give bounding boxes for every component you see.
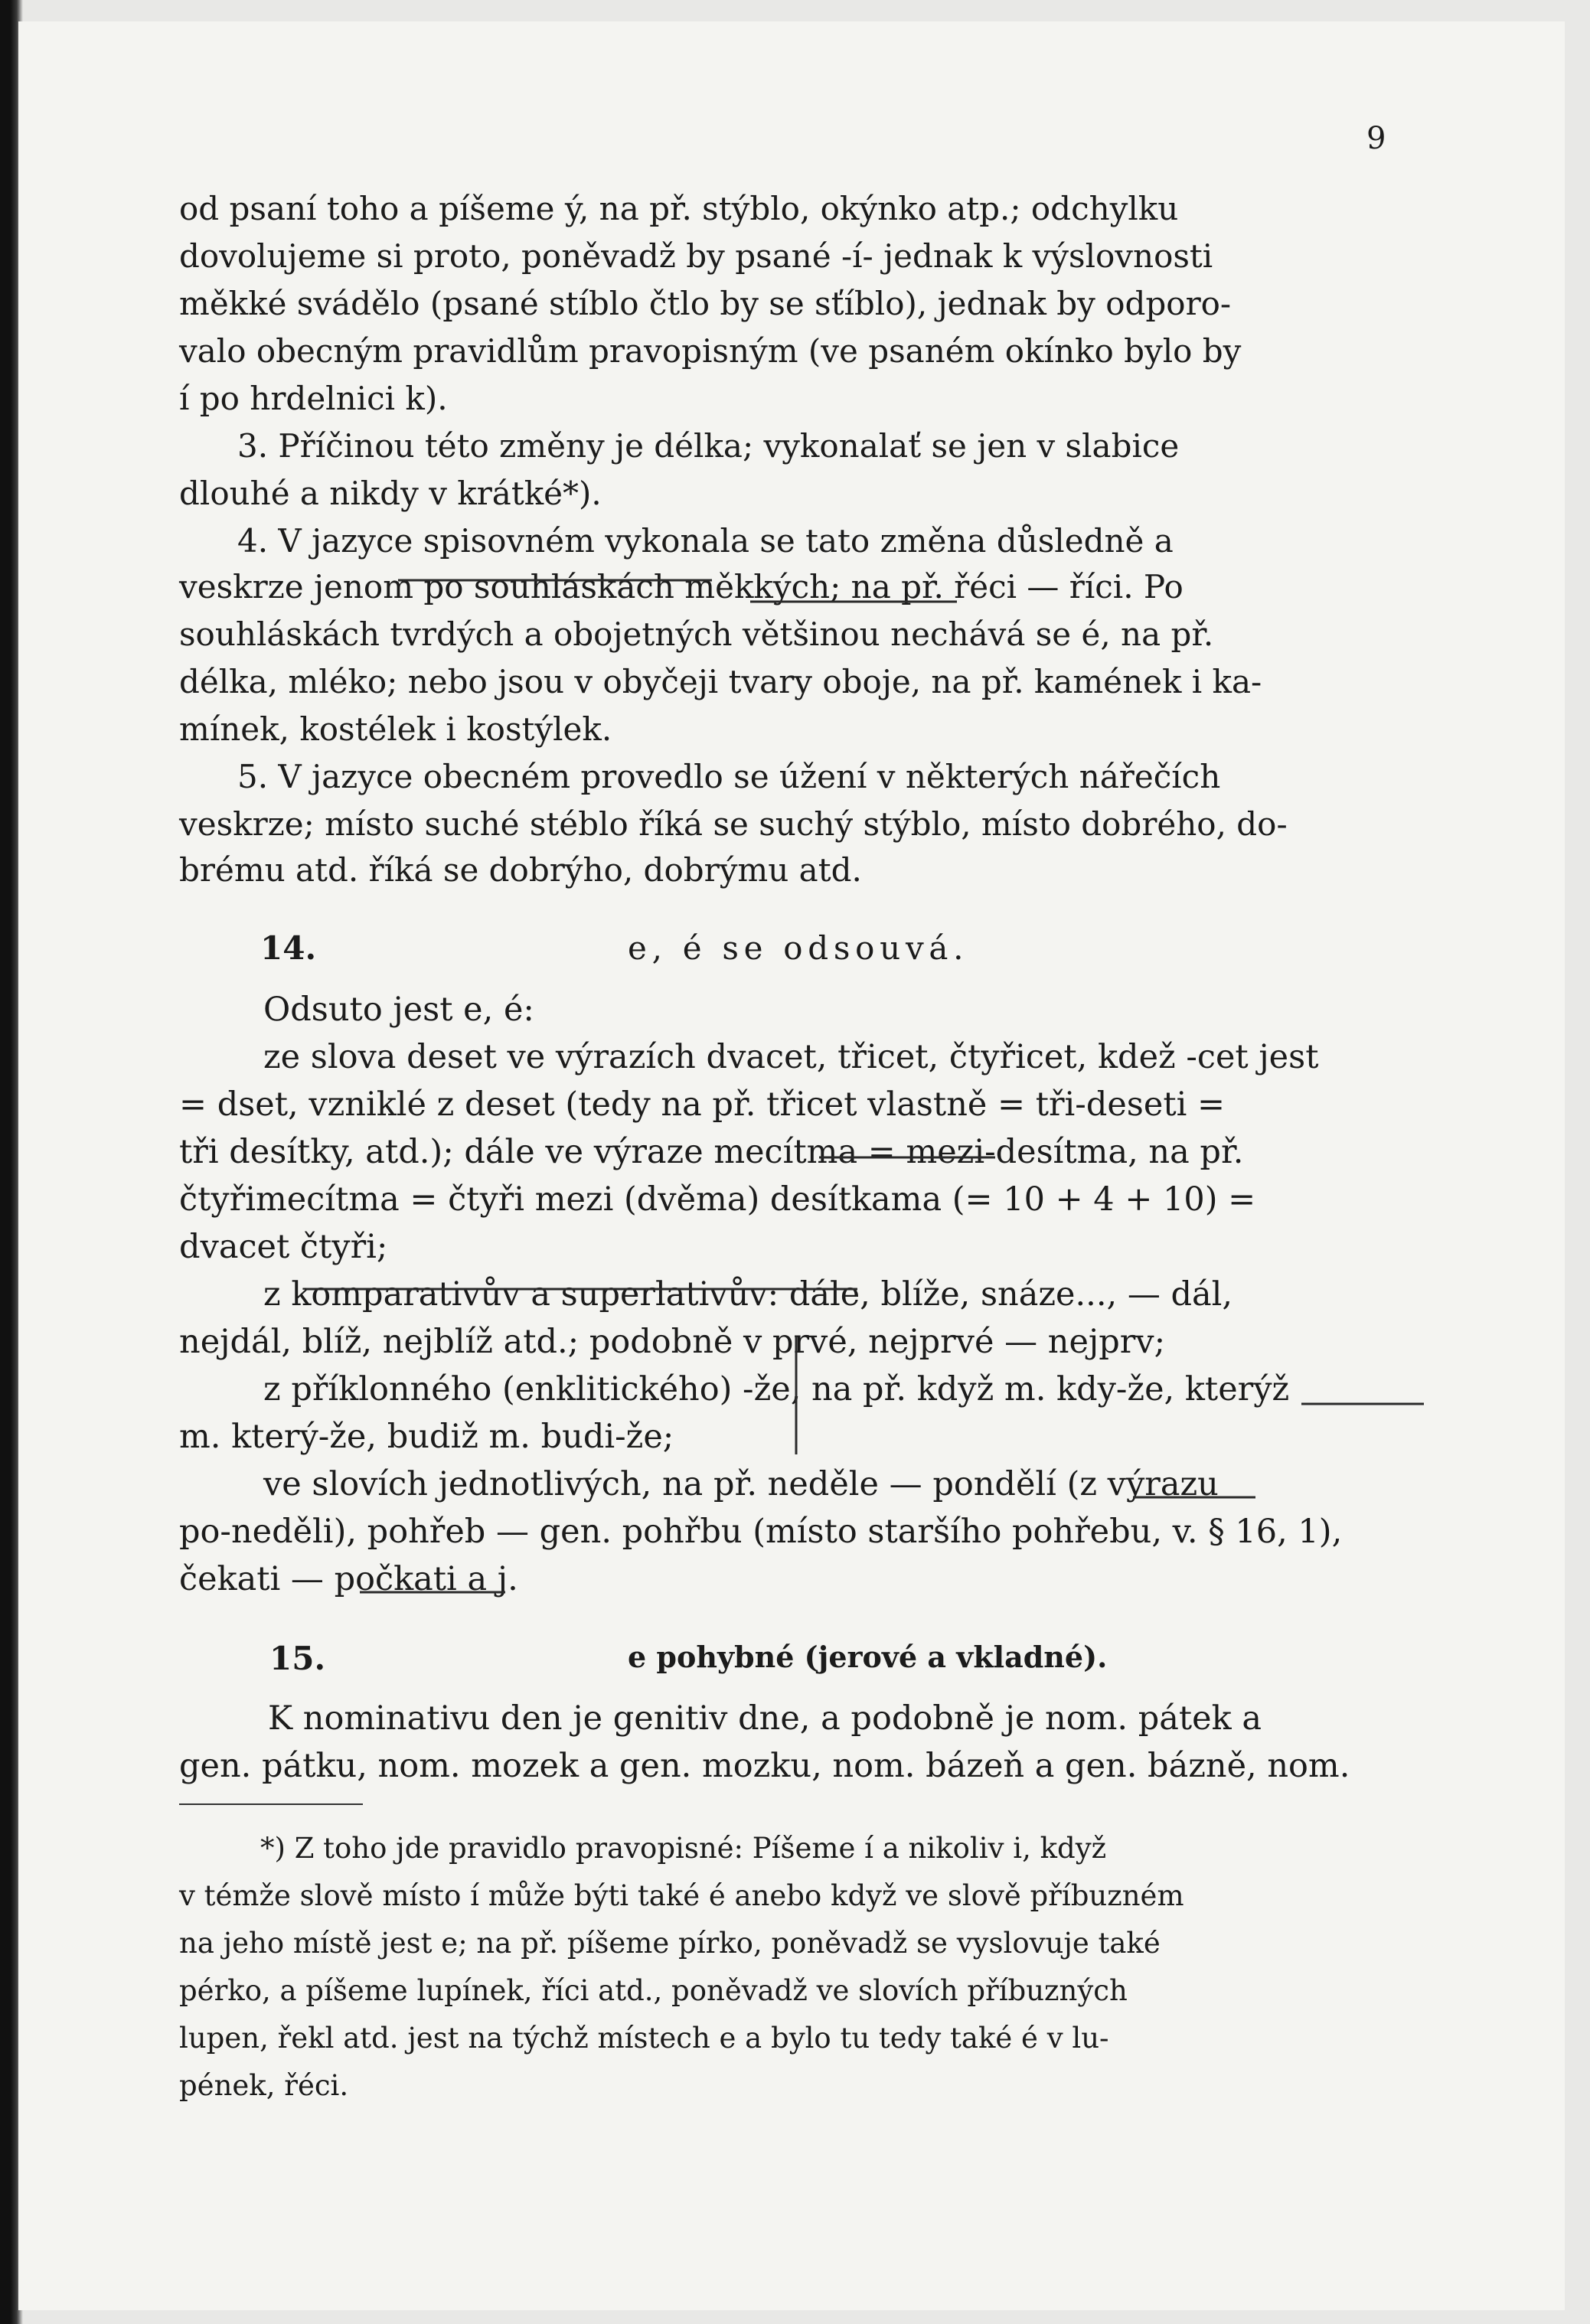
text-line: veskrze jenom po souhláskách měkkých; na př. řéci — říci. Po [179, 568, 1184, 605]
footnote-line: *) Z toho jde pravidlo pravopisné: Píšeme í a nikoliv i, když [260, 1832, 1107, 1865]
text-line: = dset, vzniklé z deset (tedy na př. třicet vlastně = tři-deseti = [179, 1085, 1226, 1124]
text-line: po-neděli), pohřeb — gen. pohřbu (místo staršího pohřebu, v. § 16, 1), [179, 1513, 1343, 1551]
text-line: í po hrdelnici k). [179, 380, 448, 417]
text-line: nejdál, blíž, nejblíž atd.; podobně v prvé, nejprvé — nejprv; [179, 1323, 1166, 1361]
text-line: z komparativův a superlativův: dále, blíže, snáze..., — dál, [263, 1275, 1233, 1314]
footnote-line: pének, řéci. [179, 2069, 349, 2102]
text-line: K nominativu den je genitiv dne, a podobně je nom. pátek a [268, 1699, 1262, 1738]
text-line: délka, mléko; nebo jsou v obyčeji tvary oboje, na př. kamének i ka- [179, 663, 1262, 700]
text-line: z příklonného (enklitického) -že, na př. když m. kdy-že, kterýž [263, 1370, 1290, 1408]
footnote-line: pérko, a píšeme lupínek, říci atd., poněvadž ve slovích příbuzných [179, 1974, 1128, 2007]
footnote-line: na jeho místě jest e; na př. píšeme pírko, poněvadž se vyslovuje také [179, 1927, 1161, 1960]
section-title: e, é se odsouvá. [628, 929, 969, 967]
text-line: měkké svádělo (psané stíblo čtlo by se sťíblo), jednak by odporo- [179, 285, 1232, 322]
section-title: e pohybné (jerové a vkladné). [628, 1640, 1108, 1674]
text-line: ve slovích jednotlivých, na př. neděle — pondělí (z výrazu [263, 1465, 1219, 1503]
text-line: dlouhé a nikdy v krátké*). [179, 475, 602, 512]
text-line: mínek, kostélek i kostýlek. [179, 710, 612, 748]
text-line: souhláskách tvrdých a obojetných většinou nechává se é, na př. [179, 615, 1214, 653]
text-line: valo obecným pravidlům pravopisným (ve psaném okínko bylo by [179, 332, 1242, 370]
footnote-line: v témže slově místo í může býti také é anebo když ve slově příbuzném [179, 1879, 1184, 1912]
text-line: brému atd. říká se dobrýho, dobrýmu atd. [179, 851, 862, 889]
text-line: m. který-že, budiž m. budi-že; [179, 1418, 674, 1456]
text-line: veskrze; místo suché stéblo říká se suchý stýblo, místo dobrého, do- [179, 805, 1288, 843]
text-line: čtyřimecítma = čtyři mezi (dvěma) desítkama (= 10 + 4 + 10) = [179, 1180, 1256, 1219]
text-line: Odsuto jest e, é: [263, 991, 534, 1029]
text-line: od psaní toho a píšeme ý, na př. stýblo, okýnko atp.; odchylku [179, 190, 1179, 227]
page-number: 9 [1366, 121, 1386, 156]
text-line: dovolujeme si proto, poněvadž by psané -í- jednak k výslovnosti [179, 237, 1213, 275]
section-number: 15. [269, 1640, 326, 1677]
text-line: 4. V jazyce spisovném vykonala se tato změna důsledně a [237, 522, 1174, 560]
text-line: tři desítky, atd.); dále ve výraze mecítma = mezi-desítma, na př. [179, 1133, 1244, 1171]
section-number: 14. [260, 929, 317, 967]
text-line: gen. pátku, nom. mozek a gen. mozku, nom. bázeň a gen. bázně, nom. [179, 1747, 1350, 1785]
text-line: ze slova deset ve výrazích dvacet, třicet, čtyřicet, kdež -cet jest [263, 1038, 1319, 1076]
text-line: čekati — počkati a j. [179, 1560, 518, 1598]
text-line: dvacet čtyři; [179, 1228, 388, 1266]
text-line: 3. Příčinou této změny je délka; vykonalať se jen v slabice [237, 427, 1180, 465]
text-line: 5. V jazyce obecném provedlo se úžení v některých nářečích [237, 758, 1221, 795]
footnote-line: lupen, řekl atd. jest na týchž místech e a bylo tu tedy také é v lu- [179, 2022, 1109, 2055]
